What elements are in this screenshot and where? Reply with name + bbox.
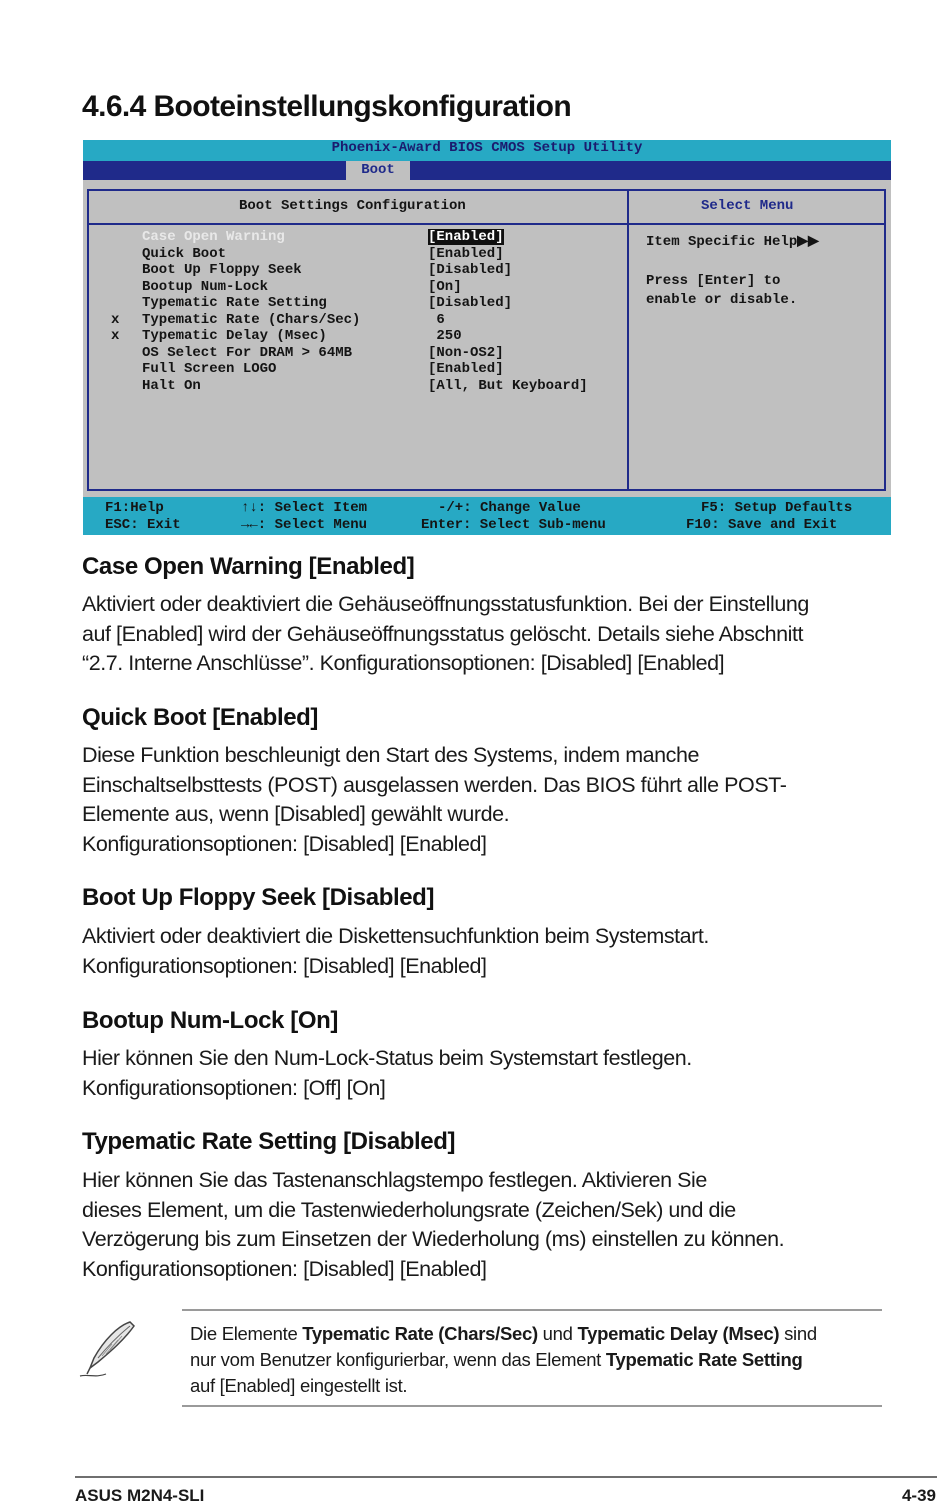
help-title: Select Menu — [701, 198, 794, 214]
bios-title-bar — [83, 140, 891, 161]
key-f5: F5: Setup Defaults — [701, 500, 853, 516]
section-heading: 4.6.4 Booteinstellungskonfiguration — [82, 90, 572, 123]
note-bottom-rule — [182, 1405, 882, 1407]
key-change: -/+: Change Value — [438, 500, 581, 516]
paragraph-case-open-warning: Aktiviert oder deaktiviert die Gehäuseöffnungsstatusfunktion. Bei der Einstellung auf [Enabled] wird der Gehäuseöffnungsstatus gelöscht. Details siehe Abschnitt “2.7. Interne Anschlüsse”. Konfigurationsoptionen: [Disabled] [Enabled] — [82, 592, 809, 675]
bios-item-quick-boot[interactable]: Quick Boot — [142, 245, 227, 262]
paragraph-boot-up-floppy-seek: Aktiviert oder deaktiviert die Diskettensuchfunktion beim Systemstart. Konfigurationsoptionen: [Disabled] [Enabled] — [82, 924, 709, 978]
selected-value[interactable]: [Enabled] — [428, 229, 504, 245]
bios-item-full-screen-logo[interactable]: Full Screen LOGO — [142, 361, 277, 377]
bios-panel — [87, 189, 886, 491]
panel-header-divider — [89, 223, 884, 225]
panel-title: Boot Settings Configuration — [239, 198, 466, 214]
bios-value-os-select[interactable]: [Non-OS2] — [428, 344, 504, 361]
tab-boot[interactable]: Boot — [346, 161, 410, 180]
bios-value-full-screen-logo[interactable]: [Enabled] — [428, 361, 504, 377]
footer-rule — [75, 1476, 937, 1478]
bios-value-quick-boot[interactable]: [Enabled] — [428, 245, 504, 262]
note-top-rule — [182, 1309, 882, 1311]
bios-value-case-open-warning[interactable] — [428, 229, 504, 245]
footer-product: ASUS M2N4-SLI — [75, 1486, 205, 1505]
heading-quick-boot: Quick Boot [Enabled] — [82, 704, 319, 731]
bios-value-typematic-delay: 250 — [428, 328, 462, 344]
note-text: Die Elemente Typematic Rate (Chars/Sec) und Typematic Delay (Msec) sind nur vom Benutzer konfigurierbar, wenn das Element Typematic Rate Setting auf [Enabled] eingestellt ist. — [190, 1323, 817, 1396]
bios-title: Phoenix-Award BIOS CMOS Setup Utility — [331, 140, 643, 156]
help-heading: Item Specific Help▶▶ — [646, 234, 819, 250]
key-leftright: →←: Select Menu — [241, 517, 368, 533]
key-updown: ↑↓: Select Item — [241, 500, 368, 516]
heading-typematic-rate-setting: Typematic Rate Setting [Disabled] — [82, 1128, 456, 1155]
bios-item-case-open-warning[interactable]: Case Open Warning — [142, 229, 285, 245]
paragraph-typematic-rate-setting: Hier können Sie das Tastenanschlagstempo festlegen. Aktivieren Sie dieses Element, um die Tastenwiederholungsrate (Zeichen/Sek) und die Verzögerung bis zum Einsetzen der Wiederholung (ms) einstellen zu können. Konfigurationsoptionen: [Disabled] [Enabled] — [82, 1168, 785, 1281]
heading-bootup-num-lock: Bootup Num-Lock [On] — [82, 1007, 338, 1034]
key-f10: F10: Save and Exit — [686, 517, 838, 533]
key-f1: F1:Help — [105, 500, 164, 516]
bios-item-typematic-delay: Typematic Delay (Msec) — [142, 328, 327, 344]
footer-page-number: 4-39 — [901, 1486, 936, 1505]
bios-key-legend — [83, 497, 891, 535]
bios-value-halt-on[interactable]: [All, But Keyboard] — [428, 377, 588, 394]
bios-screen — [83, 140, 891, 535]
panel-divider — [627, 191, 629, 489]
bios-value-floppy-seek[interactable]: [Disabled] — [428, 262, 513, 278]
key-esc: ESC: Exit — [105, 517, 181, 533]
bios-item-typematic-setting[interactable]: Typematic Rate Setting — [142, 295, 327, 311]
bios-item-num-lock[interactable]: Bootup Num-Lock — [142, 278, 269, 295]
heading-boot-up-floppy-seek: Boot Up Floppy Seek [Disabled] — [82, 884, 435, 911]
bios-item-typematic-rate: Typematic Rate (Chars/Sec) — [142, 311, 361, 328]
help-line-1: Press [Enter] to — [646, 273, 781, 289]
bios-item-os-select[interactable]: OS Select For DRAM > 64MB — [142, 344, 353, 361]
double-arrow-icon: ▶▶ — [797, 234, 819, 250]
bios-item-floppy-seek[interactable]: Boot Up Floppy Seek — [142, 262, 302, 278]
paragraph-quick-boot: Diese Funktion beschleunigt den Start des Systems, indem manche Einschaltselbsttests (POST) ausgelassen werden. Das BIOS führt alle POST- Elemente aus, wenn [Disabled] gewählt wurde. Konfigurationsoptionen: [Disabled] [Enabled] — [82, 743, 787, 856]
help-line-2: enable or disable. — [646, 292, 798, 308]
bios-value-typematic-rate: 6 — [428, 311, 445, 328]
heading-case-open-warning: Case Open Warning [Enabled] — [82, 553, 415, 580]
bios-value-typematic-setting[interactable]: [Disabled] — [428, 295, 513, 311]
disabled-mark: x — [111, 328, 120, 344]
bios-item-halt-on[interactable]: Halt On — [142, 377, 201, 394]
note-pen-icon — [78, 1318, 138, 1380]
paragraph-bootup-num-lock: Hier können Sie den Num-Lock-Status beim Systemstart festlegen. Konfigurationsoptionen: [Off] [On] — [82, 1046, 692, 1100]
bios-menu-bar — [83, 161, 891, 180]
disabled-mark: x — [111, 311, 120, 328]
key-enter: Enter: Select Sub-menu — [421, 517, 606, 533]
bios-value-num-lock[interactable]: [On] — [428, 278, 462, 295]
